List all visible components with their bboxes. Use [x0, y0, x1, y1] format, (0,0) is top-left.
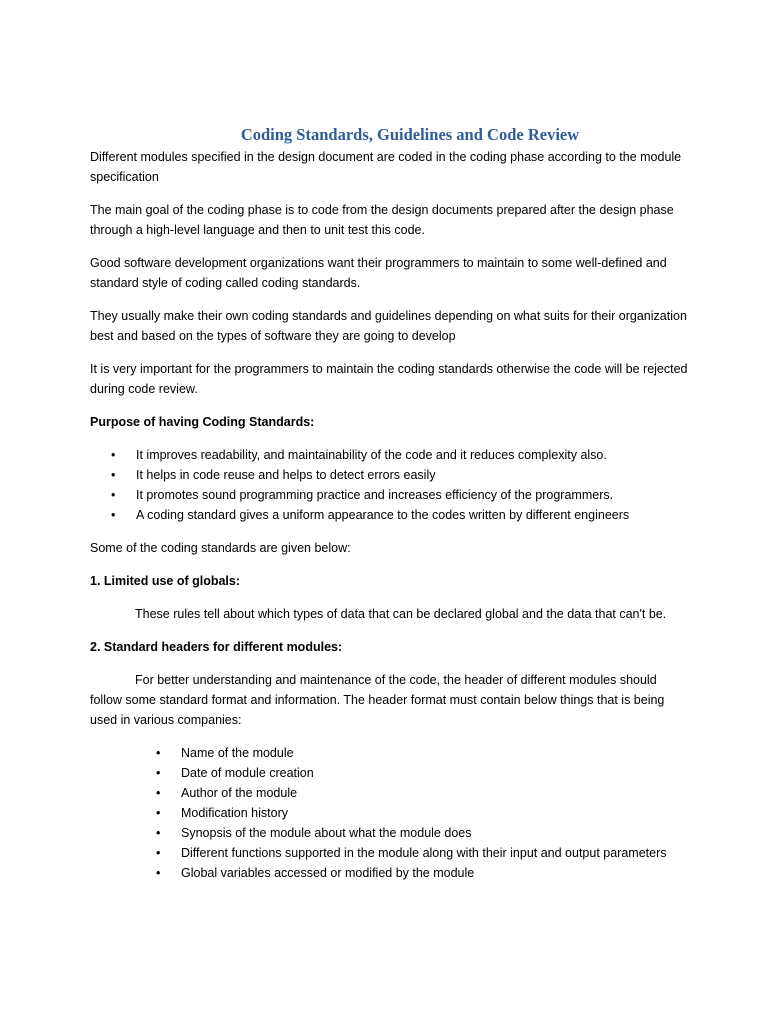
list-item-text: Different functions supported in the module along with their input and output parameters [181, 846, 667, 860]
list-item [90, 863, 690, 883]
list-item-text: Global variables accessed or modified by the module [181, 866, 475, 880]
bullet-icon: • [111, 468, 116, 482]
list-item [90, 843, 690, 863]
section-1-text: These rules tell about which types of data that can be declared global and the data that can't be. [135, 607, 667, 621]
bullet-icon: • [156, 846, 161, 860]
list-item-text: Date of module creation [181, 766, 314, 780]
list-item-text: Name of the module [181, 746, 294, 760]
bullet-icon: • [156, 766, 161, 780]
list-item [90, 823, 690, 843]
section-1-heading: 1. Limited use of globals: [90, 574, 241, 588]
bullet-icon: • [156, 806, 161, 820]
list-item [90, 803, 690, 823]
list-item [90, 763, 690, 783]
list-item-text: Synopsis of the module about what the module does [181, 826, 472, 840]
list-item-text: It helps in code reuse and helps to detect errors easily [136, 468, 436, 482]
list-item-text: Author of the module [181, 786, 298, 800]
paragraph-2: The main goal of the coding phase is to code from the design documents prepared after the design phase through a high-level language and then to unit test this code. [90, 203, 674, 237]
bullet-icon: • [156, 826, 161, 840]
list-item [90, 783, 690, 803]
purpose-heading: Purpose of having Coding Standards: [90, 415, 315, 429]
list-item [90, 743, 690, 763]
bullet-icon: • [156, 746, 161, 760]
section-2-heading: 2. Standard headers for different modules: [90, 640, 343, 654]
list-item [90, 445, 690, 465]
list-item [90, 485, 690, 505]
paragraph-1: Different modules specified in the design document are coded in the coding phase according to the module specification [90, 150, 682, 184]
bullet-icon: • [111, 448, 116, 462]
section-2-text: For better understanding and maintenance of the code, the header of different modules should follow some standard format and information. The header format must contain below things that is being used in various companies: [90, 673, 665, 727]
list-item-text: It promotes sound programming practice and increases efficiency of the programmers. [136, 488, 614, 502]
list-item-text: It improves readability, and maintainability of the code and it reduces complexity also. [136, 448, 607, 462]
bullet-icon: • [111, 488, 116, 502]
list-item-text: A coding standard gives a uniform appearance to the codes written by different engineers [136, 508, 630, 522]
standards-intro: Some of the coding standards are given below: [90, 541, 351, 555]
bullet-icon: • [111, 508, 116, 522]
paragraph-4: They usually make their own coding standards and guidelines depending on what suits for their organization best and based on the types of software they are going to develop [90, 309, 687, 343]
list-item [90, 505, 690, 525]
document-title: Coding Standards, Guidelines and Code Review [240, 125, 580, 144]
list-item [90, 465, 690, 485]
list-item-text: Modification history [181, 806, 288, 820]
paragraph-3: Good software development organizations want their programmers to maintain to some well-defined and standard style of coding called coding standards. [90, 256, 667, 290]
paragraph-5: It is very important for the programmers to maintain the coding standards otherwise the code will be rejected during code review. [90, 362, 688, 396]
bullet-icon: • [156, 866, 161, 880]
header-contents-list [90, 743, 690, 883]
bullet-icon: • [156, 786, 161, 800]
document-body [90, 124, 690, 883]
purpose-list [90, 445, 690, 525]
